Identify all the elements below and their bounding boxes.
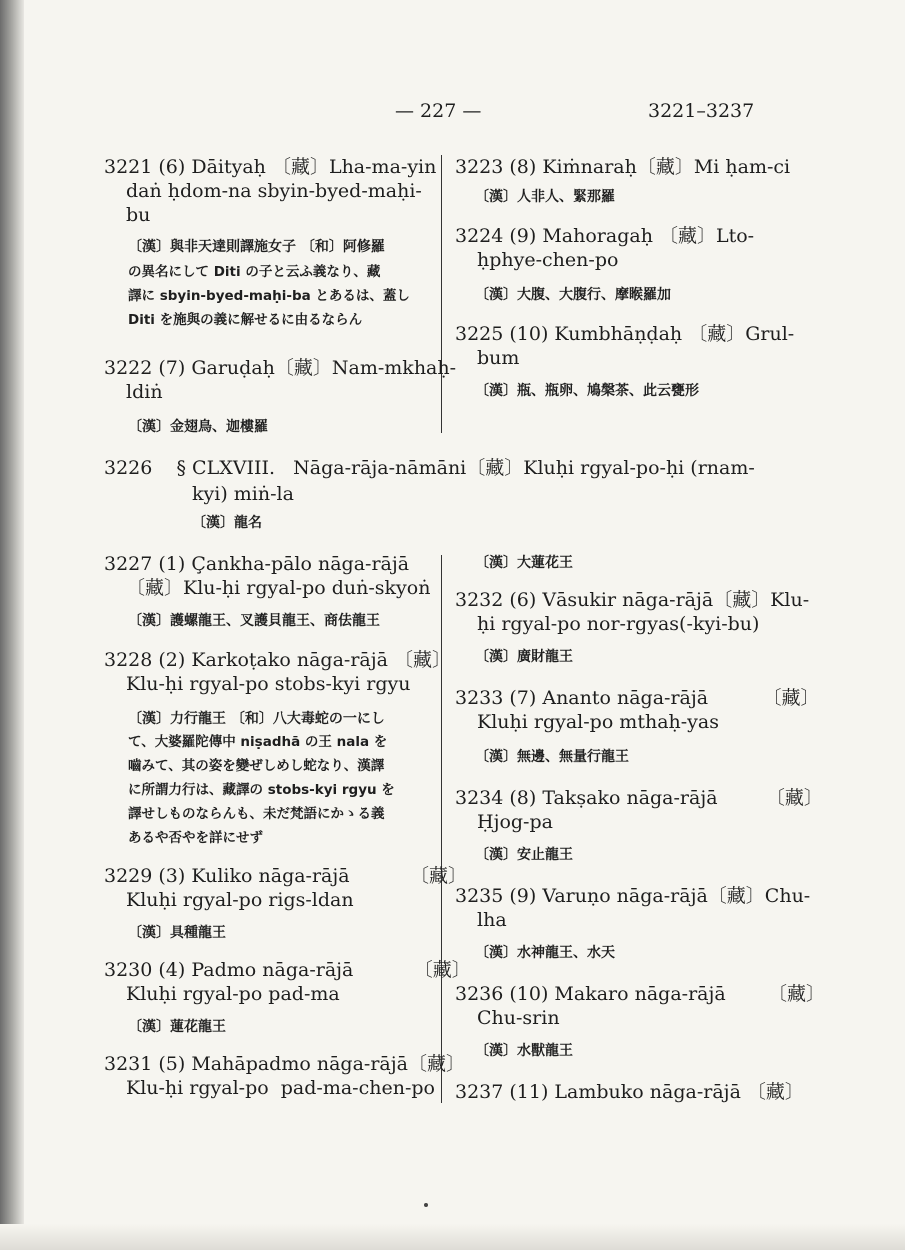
entry-3225 — [455, 322, 794, 370]
entry-3224-chinese: 〔漢〕大腹、大腹行、摩睺羅加 — [475, 287, 671, 303]
entry-3237 — [455, 1080, 804, 1104]
entry-3231-chinese: 〔漢〕大蓮花王 — [475, 555, 573, 571]
entry-3221-note — [128, 260, 410, 332]
entry-3228-note — [128, 730, 395, 850]
entry-line: 3225 (10) Kumbhāṇḍaḥ 〔藏〕Grul- — [455, 323, 795, 345]
entry-line: daṅ ḥdom-na sbyin-byed-maḥi- — [126, 180, 422, 202]
entry-3230-chinese: 〔漢〕蓮花龍王 — [128, 1019, 226, 1035]
entry-3223 — [455, 155, 790, 179]
entry-3232 — [455, 588, 809, 636]
entry-line: Klu-ḥi rgyal-po pad-ma-chen-po — [126, 1077, 435, 1099]
entry-3234-chinese: 〔漢〕安止龍王 — [475, 847, 573, 863]
entry-line: 3221 (6) Dāityaḥ 〔藏〕Lha-ma-yin — [104, 156, 437, 178]
entry-3224 — [455, 224, 754, 272]
entry-line: 3229 (3) Kuliko nāga-rājā 〔藏〕 — [104, 865, 468, 887]
entry-3235 — [455, 884, 810, 932]
section-heading-line: kyi) miṅ-la — [192, 483, 294, 505]
entry-line: bu — [126, 204, 151, 226]
section-heading-clxviii — [104, 455, 755, 507]
entry-3233 — [455, 686, 819, 734]
book-binding-edge — [0, 0, 24, 1250]
entry-3230 — [104, 958, 471, 1006]
entry-line: 3231 (5) Mahāpadmo nāga-rājā〔藏〕 — [104, 1053, 465, 1075]
entry-3228-chinese: 〔漢〕力行龍王 〔和〕八大毒蛇の一にし — [128, 711, 385, 727]
entry-line: Klu-ḥi rgyal-po stobs-kyi rgyu — [126, 673, 411, 695]
entry-line: 3232 (6) Vāsukir nāga-rājā〔藏〕Klu- — [455, 589, 810, 611]
entry-line: Ḥjog-pa — [477, 811, 553, 833]
entry-3236 — [455, 982, 825, 1030]
note-line: Diti を施與の義に解せるに由るならん — [128, 312, 363, 328]
entry-3232-chinese: 〔漢〕廣財龍王 — [475, 649, 573, 665]
entry-line: Chu-srin — [477, 1007, 560, 1029]
entry-line: 3233 (7) Ananto nāga-rājā 〔藏〕 — [455, 687, 820, 709]
note-line: に所謂力行は、藏譯の stobs-kyi rgyu を — [128, 782, 395, 798]
entry-line: ldiṅ — [126, 381, 163, 403]
note-line: の異名にして Diti の子と云ふ義なり、藏 — [128, 264, 381, 280]
entry-line: ḥphye-chen-po — [477, 249, 619, 271]
entry-line: 3237 (11) Lambuko nāga-rājā 〔藏〕 — [455, 1081, 804, 1103]
entry-3227-chinese: 〔漢〕護螺龍王、叉護貝龍王、商佉龍王 — [128, 613, 380, 629]
section-heading-line: 3226 § CLXVIII. Nāga-rāja-nāmāni〔藏〕Kluḥi rgyal-po-ḥi (rnam- — [104, 457, 755, 479]
entry-3229 — [104, 864, 467, 912]
entry-3225-chinese: 〔漢〕瓶、瓶卵、鳩槃茶、此云甕形 — [475, 383, 699, 399]
entry-range: 3221–3237 — [648, 100, 755, 122]
entry-3228 — [104, 648, 451, 696]
entry-line: Kluḥi rgyal-po pad-ma — [126, 983, 340, 1005]
entry-line: 3222 (7) Garuḍaḥ〔藏〕Nam-mkhaḥ- — [104, 357, 457, 379]
entry-3223-chinese: 〔漢〕人非人、緊那羅 — [475, 189, 615, 205]
entry-line: bum — [477, 347, 520, 369]
entry-3221 — [104, 155, 436, 227]
entry-line: 3227 (1) Çankha-pālo nāga-rājā — [104, 553, 410, 575]
entry-line: Kluḥi rgyal-po mthaḥ-yas — [477, 711, 719, 733]
entry-3234 — [455, 786, 823, 834]
entry-3222 — [104, 356, 456, 404]
entry-line: 3223 (8) Kiṁnaraḥ〔藏〕Mi ḥam-ci — [455, 156, 791, 178]
bottom-column-divider — [441, 555, 442, 1103]
note-line: 嚙みて、其の姿を變ぜしめし蛇なり、漢譯 — [128, 758, 385, 774]
section-chinese: 〔漢〕龍名 — [192, 515, 262, 531]
entry-line: Kluḥi rgyal-po rigs-ldan — [126, 889, 354, 911]
note-line: 譯せしものならんも、未だ梵語にかゝる義 — [128, 806, 385, 822]
entry-line: lha — [477, 909, 507, 931]
printing-speck — [424, 1203, 428, 1207]
entry-3233-chinese: 〔漢〕無邊、無量行龍王 — [475, 749, 629, 765]
entry-line: 3234 (8) Takṣako nāga-rājā 〔藏〕 — [455, 787, 823, 809]
note-line: て、大婆羅陀傳中 niṣadhā の王 nala を — [128, 734, 388, 750]
note-line: あるや否やを詳にせず — [128, 830, 263, 846]
entry-3221-chinese: 〔漢〕與非天達則譯施女子 〔和〕阿修羅 — [128, 239, 385, 255]
entry-line: 3230 (4) Padmo nāga-rājā 〔藏〕 — [104, 959, 471, 981]
entry-3227 — [104, 552, 430, 600]
entry-line: 3235 (9) Varuṇo nāga-rājā〔藏〕Chu- — [455, 885, 811, 907]
entry-3235-chinese: 〔漢〕水神龍王、水天 — [475, 945, 615, 961]
entry-line: 3236 (10) Makaro nāga-rājā 〔藏〕 — [455, 983, 825, 1005]
note-line: 譯に sbyin-byed-maḥi-ba とあるは、蓋し — [128, 288, 410, 304]
entry-3222-chinese: 〔漢〕金翅鳥、迦樓羅 — [128, 419, 268, 435]
entry-line: 3228 (2) Karkoṭako nāga-rājā 〔藏〕 — [104, 649, 452, 671]
page-number: — 227 — — [395, 100, 482, 122]
entry-line: 〔藏〕Klu-ḥi rgyal-po duṅ-skyoṅ — [126, 577, 431, 599]
entry-line: ḥi rgyal-po nor-rgyas(-kyi-bu) — [477, 613, 760, 635]
entry-3236-chinese: 〔漢〕水獸龍王 — [475, 1043, 573, 1059]
entry-3229-chinese: 〔漢〕具種龍王 — [128, 925, 226, 941]
page-bottom-edge — [0, 1224, 905, 1250]
entry-line: 3224 (9) Mahoragaḥ 〔藏〕Lto- — [455, 225, 755, 247]
entry-3231 — [104, 1052, 465, 1100]
